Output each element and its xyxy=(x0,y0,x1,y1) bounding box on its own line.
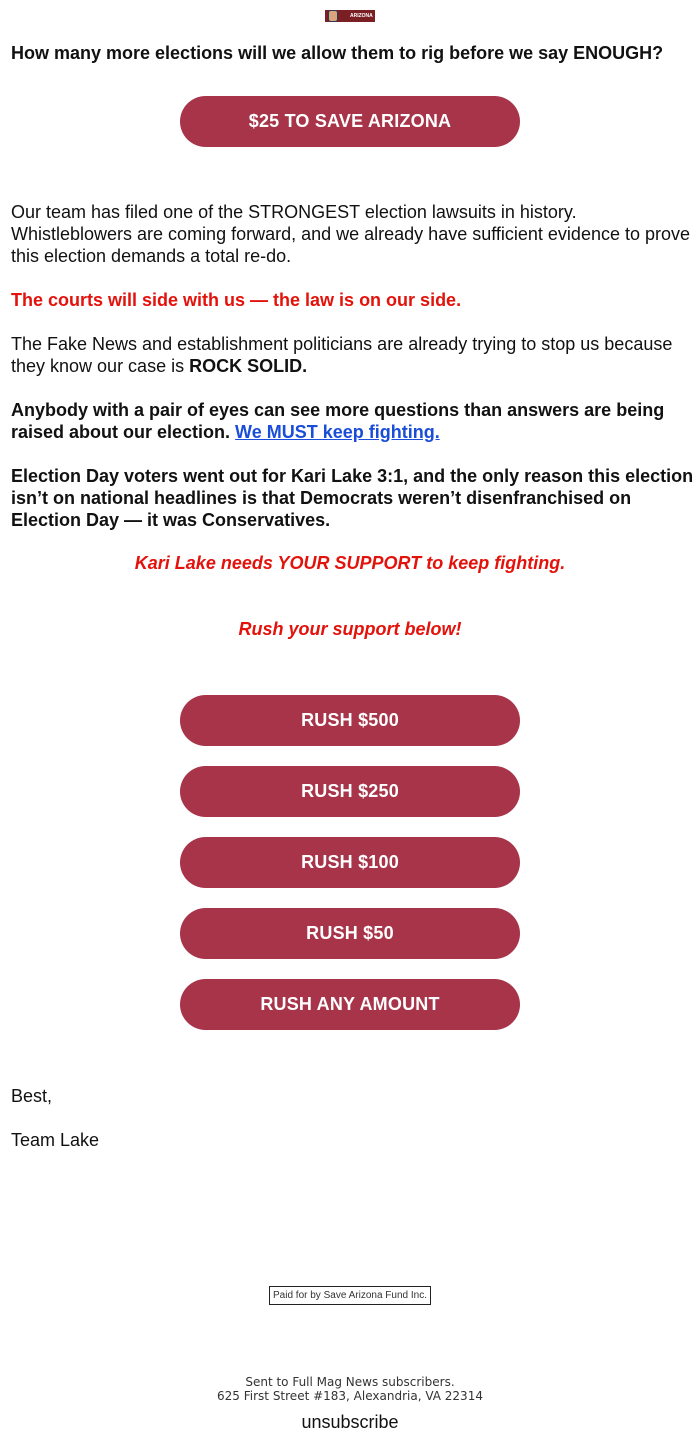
keep-fighting-link[interactable]: We MUST keep fighting. xyxy=(235,422,440,442)
callout-rush: Rush your support below! xyxy=(238,619,462,639)
banner-text: ARIZONA xyxy=(350,12,373,19)
donate-25-button[interactable] xyxy=(180,96,520,147)
unsubscribe-link[interactable]: unsubscribe xyxy=(301,1412,399,1432)
headline xyxy=(11,42,691,64)
paragraph-courts: The courts will side with us — the law is on our side. xyxy=(11,290,462,310)
rush-any-amount-label: RUSH ANY AMOUNT xyxy=(260,994,440,1014)
paragraph-questions-text: Anybody with a pair of eyes can see more questions than answers are being raised about our election. xyxy=(11,400,665,442)
rush-any-amount-button[interactable] xyxy=(180,979,520,1030)
closing-text: Best, xyxy=(11,1086,53,1106)
rock-solid-text: ROCK SOLID. xyxy=(189,356,308,376)
footer-sent-to: Sent to Full Mag News subscribers. xyxy=(245,1375,455,1389)
rush-100-button[interactable] xyxy=(180,837,520,888)
paragraph-lawsuit: Our team has filed one of the STRONGEST election lawsuits in history. Whistleblowers are coming forward, and we already have sufficient evidence to prove this election demands a total re-do. xyxy=(11,202,691,266)
signature-text: Team Lake xyxy=(11,1130,100,1150)
header-banner-logo xyxy=(325,10,375,22)
headline-emphasis: ENOUGH? xyxy=(573,43,664,63)
rush-250-label: RUSH $250 xyxy=(301,781,399,801)
paragraph-questions xyxy=(11,399,696,443)
headline-text: How many more elections will we allow them to rig before we say xyxy=(11,43,574,63)
paragraph-fake-news-text: The Fake News and establishment politicians are already trying to stop us because they know our case is xyxy=(11,334,673,376)
footer-address: 625 First Street #183, Alexandria, VA 22314 xyxy=(217,1389,483,1403)
rush-500-button[interactable] xyxy=(180,695,520,746)
rush-250-button[interactable] xyxy=(180,766,520,817)
candidate-photo-icon xyxy=(328,10,338,22)
rush-50-label: RUSH $50 xyxy=(306,923,394,943)
paid-for-disclaimer: Paid for by Save Arizona Fund Inc. xyxy=(269,1286,431,1305)
paragraph-fake-news xyxy=(11,333,696,377)
rush-500-label: RUSH $500 xyxy=(301,710,399,730)
rush-100-label: RUSH $100 xyxy=(301,852,399,872)
callout-support: Kari Lake needs YOUR SUPPORT to keep fighting. xyxy=(134,553,566,573)
donate-25-label: $25 TO SAVE ARIZONA xyxy=(248,111,452,131)
rush-50-button[interactable] xyxy=(180,908,520,959)
paragraph-election-day: Election Day voters went out for Kari Lake 3:1, and the only reason this election isn’t on national headlines is that Democrats weren’t disenfranchised on Election Day — it was Conservatives. xyxy=(11,466,694,530)
